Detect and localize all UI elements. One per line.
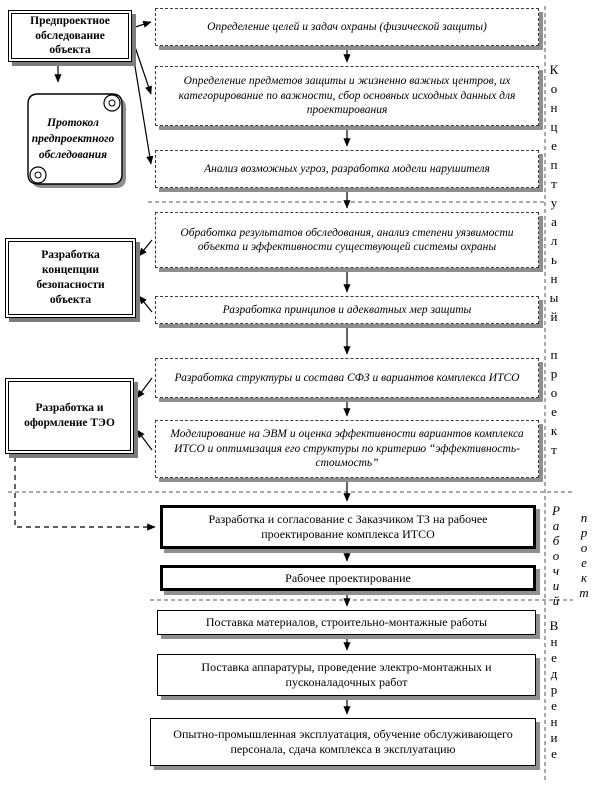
flow-box-modeling [155, 420, 539, 478]
flow-box-sfz-structure-label: Разработка структуры и состава СФЗ и вариантов комплекса ИТСО [174, 371, 520, 384]
flow-box-protection-subjects [155, 66, 539, 126]
teo-stage-label: Разработка и оформление ТЭО [24, 402, 115, 429]
survey-stage-label: Предпроектное обследование объекта [30, 14, 110, 57]
protocol-label: Протокол предпроектного обследования [31, 116, 115, 162]
flow-box-equipment-installation [157, 654, 536, 696]
flow-box-protection-principles [155, 296, 539, 324]
flow-box-tz-agreement-label: Разработка и согласование с Заказчиком ТЗ на рабочее проектирование комплекса ИТСО [208, 512, 488, 541]
flow-box-modeling-label: Моделирование на ЭВМ и оценка эффективности вариантов комплекса ИТСО и оптимизация его структуры по критерию “эффективность-стоимость” [170, 428, 524, 470]
flow-box-working-design-label: Рабочее проектирование [285, 570, 411, 585]
flow-box-goals [155, 8, 539, 46]
phase-label-working-line1: Р а б о ч и й [552, 503, 560, 608]
flow-box-sfz-structure [155, 358, 539, 398]
flow-box-protection-principles-label: Разработка принципов и адекватных мер защиты [222, 303, 472, 316]
flow-box-protection-subjects-label: Определение предметов защиты и жизненно важных центров, их категорирование по важности, сбор основных исходных данных для проектирования [178, 75, 516, 117]
concept-fan-arrows [139, 240, 152, 312]
flow-box-equipment-installation-label: Поставка аппаратуры, проведение электро-монтажных и пусконаладочных работ [201, 660, 492, 689]
flow-box-threat-analysis [155, 150, 539, 188]
teo-fan-arrows [137, 378, 152, 450]
protocol-scroll [16, 82, 134, 196]
flow-box-goals-label: Определение целей и задач охраны (физической защиты) [207, 20, 487, 33]
teo-stage-box [5, 378, 134, 454]
survey-stage-box [8, 10, 132, 62]
phase-label-implementation: В н е д р е н и е [549, 618, 559, 761]
concept-stage-label: Разработка концепции безопасности объекта [36, 249, 105, 306]
flow-box-threat-analysis-label: Анализ возможных угроз, разработка модели нарушителя [204, 162, 490, 175]
teo-to-tz-connector [15, 457, 155, 527]
flow-box-tz-agreement [160, 505, 536, 549]
flow-box-results-processing-label: Обработка результатов обследования, анализ степени уязвимости объекта и эффективности существующей системы охраны [180, 226, 514, 253]
flow-box-materials-supply-label: Поставка материалов, строительно-монтажные работы [205, 615, 488, 629]
phase-label-conceptual: К о н ц е п т у а л ь н ы й п р о е к т [549, 62, 559, 457]
flow-box-working-design [160, 565, 536, 591]
flow-box-results-processing [155, 212, 539, 268]
flow-box-materials-supply [157, 610, 536, 635]
flow-box-commissioning [150, 718, 536, 766]
flow-box-commissioning-label: Опытно-промышленная эксплуатация, обучение обслуживающего персонала, сдача комплекса в эксплуатацию [173, 727, 513, 756]
phase-label-working-line2: п р о е к т [579, 510, 589, 600]
concept-stage-box [5, 238, 136, 318]
